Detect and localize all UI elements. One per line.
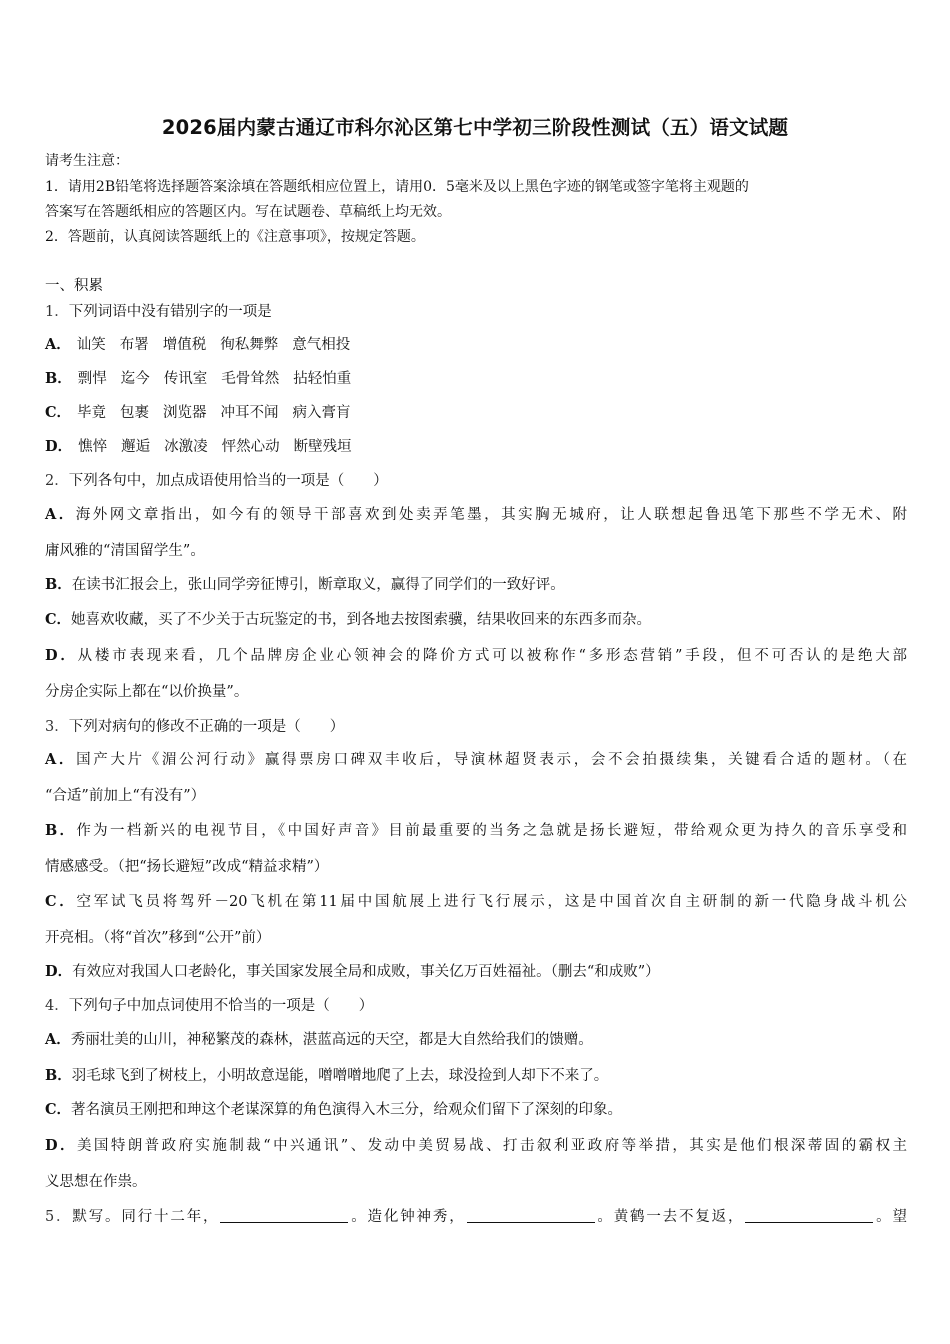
option-word: 憔悴 (78, 439, 108, 455)
question-2-stem (45, 471, 907, 491)
answer-blank-3[interactable] (745, 1208, 873, 1223)
option-label: D． (45, 438, 73, 455)
option-text: 国产大片《湄公河行动》赢得票房口碑双丰收后，导演林超贤表示，会不会拍摄续集，关键看合适的题材。（在 (76, 752, 907, 768)
question-number: 4． (45, 998, 69, 1014)
option-word: 冲耳不闻 (220, 405, 279, 421)
question-3-stem (45, 717, 907, 737)
option-text: 从楼市表现来看，几个品牌房企业心领神会的降价方式可以被称作“多形态营销”手段，但不可否认的是绝大部 (77, 648, 907, 664)
option-label: A． (45, 1031, 71, 1048)
question-2-option-a-line-2: 庸风雅的“清国留学生”。 (45, 543, 205, 559)
option-label: C． (45, 404, 72, 421)
option-word: 浏览器 (163, 405, 207, 421)
option-label: D． (45, 647, 78, 664)
answer-blank-2[interactable] (467, 1208, 595, 1223)
question-number: 3． (45, 719, 69, 735)
question-3-option-c-line-1 (45, 892, 907, 912)
option-label: C． (45, 893, 77, 910)
question-5-stem (45, 1207, 907, 1227)
question-2-option-c (45, 610, 907, 630)
option-word: 病入膏肓 (292, 405, 351, 421)
option-word: 冰激凌 (164, 439, 208, 455)
option-label: C． (45, 1101, 72, 1118)
question-2-option-b (45, 575, 907, 595)
option-label: A． (45, 336, 71, 353)
option-text: 海外网文章指出，如今有的领导干部喜欢到处卖弄笔墨，其实胸无城府，让人联想起鲁迅笔下那些不学无术、附 (75, 507, 907, 523)
question-text: 。黄鹤一去不复返， (595, 1209, 745, 1225)
option-label: A． (45, 751, 77, 768)
option-word: 传讯室 (163, 371, 208, 387)
option-word: 意气相投 (292, 337, 351, 353)
option-word: 怦然心动 (221, 439, 280, 455)
option-label: D． (45, 1137, 77, 1154)
option-text: 秀丽壮美的山川，神秘繁茂的森林，湛蓝高远的天空，都是大自然给我们的馈赠。 (70, 1032, 593, 1048)
option-text: 作为一档新兴的电视节目，《中国好声音》目前最重要的当务之急就是扬长避短，带给观众更为持久的音乐享受和 (76, 823, 907, 839)
question-3-option-d (45, 962, 907, 982)
option-label: B． (45, 370, 72, 387)
question-number: 1． (45, 304, 69, 320)
question-4-option-d-line-1 (45, 1136, 907, 1156)
question-2-option-d-line-2: 分房企实际上都在“以价换量”。 (45, 684, 249, 700)
option-label: B． (45, 822, 77, 839)
question-3-option-b-line-1 (45, 821, 907, 841)
question-1-option-c (45, 403, 907, 423)
option-word: 包裹 (120, 405, 150, 421)
question-4-option-c (45, 1100, 907, 1120)
question-2-option-d-line-1 (45, 646, 907, 666)
option-label: C． (45, 611, 72, 628)
option-word: 讪笑 (76, 337, 106, 353)
option-word: 毕竟 (77, 405, 107, 421)
notice-heading: 请考生注意： (45, 153, 129, 169)
option-label: B． (45, 576, 72, 593)
page-title: 2026届内蒙古通辽市科尔沁区第七中学初三阶段性测试（五）语文试题 (161, 116, 789, 139)
question-stem-text: 下列对病句的修改不正确的一项是（ ） (68, 719, 345, 735)
question-1-option-a (45, 335, 907, 355)
option-word: 迄今 (120, 371, 150, 387)
question-number: 2． (45, 473, 69, 489)
option-text: 在读书汇报会上，张山同学旁征博引，断章取义，赢得了同学们的一致好评。 (71, 577, 565, 593)
option-text: 著名演员王刚把和珅这个老谋深算的角色演得入木三分，给观众们留下了深刻的印象。 (71, 1102, 623, 1118)
question-1-option-b (45, 369, 907, 389)
answer-blank-1[interactable] (220, 1208, 348, 1223)
option-word: 邂逅 (121, 439, 151, 455)
option-label: A． (45, 506, 76, 523)
section-heading: 一、积累 (45, 278, 103, 294)
option-word: 剽悍 (77, 371, 107, 387)
option-text: 她喜欢收藏，买了不少关于古玩鉴定的书，到各地去按图索骥，结果收回来的东西多而杂。 (71, 612, 652, 628)
option-word: 布署 (119, 337, 149, 353)
question-4-option-a (45, 1030, 907, 1050)
option-label: B． (45, 1067, 72, 1084)
option-text: 有效应对我国人口老龄化，事关国家发展全局和成败，事关亿万百姓福祉。（删去“和成败”） (72, 964, 660, 980)
option-text: 美国特朗普政府实施制裁“中兴通讯”、发动中美贸易战、打击叙利亚政府等举措，其实是他们根深蒂固的霸权主 (76, 1138, 908, 1154)
option-word: 增值税 (162, 337, 207, 353)
option-text: 空军试飞员将驾歼－20飞机在第11届中国航展上进行飞行展示，这是中国首次自主研制的新一代隐身战斗机公 (76, 894, 907, 910)
option-word: 徇私舞弊 (220, 337, 279, 353)
question-2-option-a-line-1 (45, 505, 907, 525)
notice-item-2: 2．答题前，认真阅读答题纸上的《注意事项》，按规定答题。 (45, 229, 425, 245)
question-1-stem (45, 302, 907, 322)
option-label: D． (45, 963, 73, 980)
question-3-option-a-line-1 (45, 750, 907, 770)
option-text: 羽毛球飞到了树枝上，小明故意逞能，噌噌噌地爬了上去，球没捡到人却下不来了。 (71, 1068, 609, 1084)
question-stem-text: 下列各句中，加点成语使用恰当的一项是（ ） (68, 473, 388, 489)
option-word: 断壁残垣 (293, 439, 352, 455)
question-3-option-a-line-2: “合适”前加上“有没有”） (45, 788, 206, 804)
question-stem-text: 下列词语中没有错别字的一项是 (68, 304, 272, 320)
question-4-option-d-line-2: 义思想在作祟。 (45, 1174, 147, 1190)
question-text: 。望 (874, 1209, 908, 1225)
question-3-option-c-line-2: 开亮相。（将“首次”移到“公开”前） (45, 930, 271, 946)
option-word: 拈轻怕重 (293, 371, 352, 387)
notice-item-1-line-2: 答案写在答题纸相应的答题区内。写在试题卷、草稿纸上均无效。 (45, 204, 451, 220)
question-text: 默写。同行十二年， (72, 1209, 220, 1225)
question-stem-text: 下列句子中加点词使用不恰当的一项是（ ） (68, 998, 374, 1014)
notice-item-1-line-1: 1．请用2B铅笔将选择题答案涂填在答题纸相应位置上，请用0．5毫米及以上黑色字迹的钢笔或签字笔将主观题的 (45, 179, 749, 195)
question-text: 。造化钟神秀， (349, 1209, 466, 1225)
question-number: 5． (45, 1209, 73, 1225)
question-4-option-b (45, 1066, 907, 1086)
question-1-option-d (45, 437, 907, 457)
question-3-option-b-line-2: 情感感受。（把“扬长避短”改成“精益求精”） (45, 859, 329, 875)
option-word: 毛骨耸然 (221, 371, 280, 387)
question-4-stem (45, 996, 907, 1016)
